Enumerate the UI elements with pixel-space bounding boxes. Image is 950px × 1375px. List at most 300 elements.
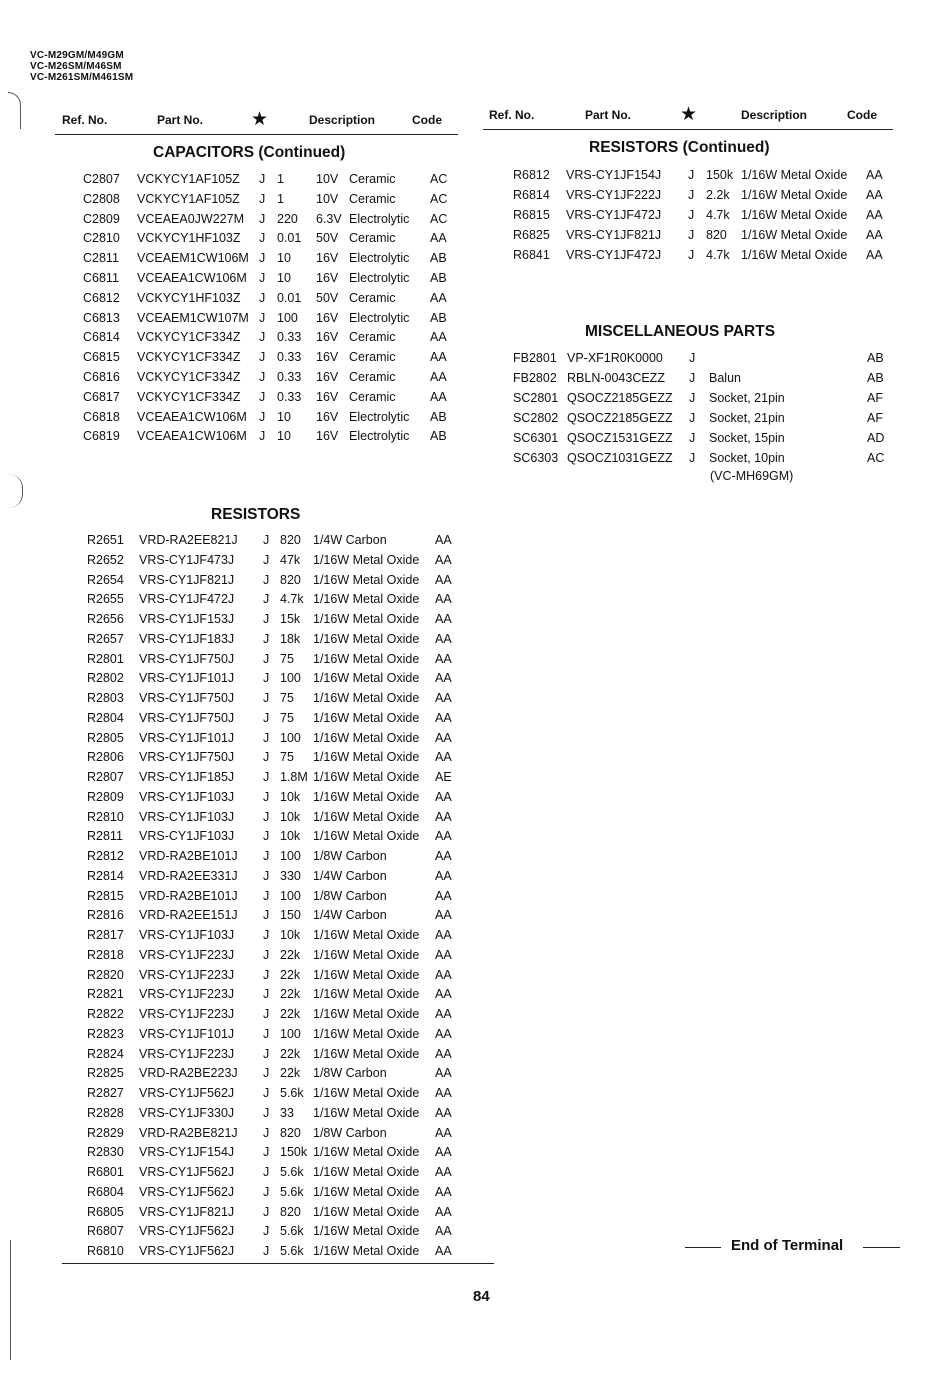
- j-flag: J: [263, 908, 270, 923]
- j-flag: J: [263, 1204, 270, 1219]
- ref-no: R2816: [87, 908, 124, 923]
- end-of-terminal-text: End of Terminal: [731, 1237, 844, 1254]
- price-code: AB: [867, 370, 884, 385]
- description: 1/16W Metal Oxide: [313, 829, 420, 844]
- price-code: AA: [435, 572, 452, 587]
- value: 330: [280, 868, 301, 883]
- value: 47k: [280, 552, 301, 567]
- part-no-header: Part No.: [157, 113, 204, 127]
- value: 22k: [280, 947, 301, 962]
- part-no: VCKYCY1HF103Z: [137, 290, 241, 305]
- price-code: AA: [435, 651, 452, 666]
- value: 4.7k: [706, 207, 730, 222]
- ref-no: R6810: [87, 1244, 124, 1258]
- description: Electrolytic: [349, 429, 410, 444]
- description: Electrolytic: [349, 271, 410, 285]
- price-code: AA: [435, 1224, 452, 1239]
- part-no: VCEAEA1CW106M: [137, 429, 247, 444]
- ref-no: R2654: [87, 572, 124, 587]
- voltage-rating: 10V: [316, 172, 339, 186]
- voltage-rating: 16V: [316, 409, 339, 424]
- part-no: VRS-CY1JF562J: [139, 1244, 235, 1258]
- j-flag: J: [689, 410, 696, 425]
- voltage-rating: 16V: [316, 310, 339, 325]
- ref-no: C2811: [83, 251, 119, 266]
- price-code: AA: [435, 1007, 452, 1021]
- resistors-title: RESISTORS: [211, 506, 301, 523]
- price-code: AA: [435, 908, 452, 923]
- part-no: VRS-CY1JF101J: [139, 1026, 235, 1041]
- description: 1/4W Carbon: [313, 908, 387, 923]
- part-no: VRS-CY1JF562J: [139, 1184, 235, 1199]
- part-no: VRS-CY1JF154J: [566, 168, 662, 182]
- part-no: VRS-CY1JF183J: [139, 631, 235, 646]
- part-no: VRS-CY1JF103J: [139, 789, 235, 804]
- description: 1/16W Metal Oxide: [313, 1046, 420, 1061]
- j-flag: J: [263, 868, 270, 883]
- model-list: [30, 50, 133, 83]
- ref-no: R6841: [513, 247, 550, 262]
- part-no: VRS-CY1JF472J: [566, 207, 662, 222]
- model-line: VC-M26SM/M46SM: [30, 61, 122, 72]
- model-line: VC-M261SM/M461SM: [30, 72, 134, 83]
- price-code: AA: [435, 888, 452, 903]
- j-flag: J: [263, 671, 270, 686]
- price-code: AA: [435, 868, 452, 883]
- ref-no: R6804: [87, 1184, 124, 1199]
- j-flag: J: [259, 429, 266, 444]
- j-flag: J: [263, 1066, 270, 1081]
- part-no: VCKYCY1HF103Z: [137, 231, 241, 246]
- value: 22k: [280, 967, 301, 982]
- j-flag: J: [263, 1007, 270, 1021]
- ref-no: R6815: [513, 207, 550, 222]
- description: Electrolytic: [349, 251, 410, 266]
- value: 22k: [280, 987, 301, 1002]
- ref-no: R2811: [87, 829, 123, 844]
- price-code: AA: [435, 1066, 452, 1081]
- price-code: AA: [435, 849, 452, 863]
- description: 1/16W Metal Oxide: [313, 1165, 420, 1179]
- value: 75: [280, 750, 294, 765]
- j-flag: J: [263, 1145, 270, 1160]
- part-no: QSOCZ1031GEZZ: [567, 450, 673, 465]
- price-code: AB: [430, 310, 447, 325]
- j-flag: J: [259, 409, 266, 424]
- part-no: VCKYCY1AF105Z: [137, 172, 240, 186]
- price-code: AA: [435, 1026, 452, 1041]
- description: 1/16W Metal Oxide: [313, 572, 420, 587]
- description: Ceramic: [349, 370, 396, 384]
- price-code: AB: [430, 251, 447, 266]
- ref-no: C6816: [83, 370, 120, 384]
- description: 1/8W Carbon: [313, 849, 387, 863]
- ref-no: R2809: [87, 789, 124, 804]
- j-flag: J: [263, 789, 270, 804]
- ref-no: C6819: [83, 429, 120, 444]
- price-code: AA: [435, 710, 452, 725]
- ref-no: R2805: [87, 730, 124, 745]
- ref-no: C6811: [83, 271, 119, 285]
- description: Socket, 21pin: [709, 410, 785, 425]
- part-no: VRS-CY1JF223J: [139, 1007, 235, 1021]
- description: Socket, 15pin: [709, 430, 785, 445]
- j-flag: J: [263, 533, 270, 547]
- description: 1/16W Metal Oxide: [313, 1145, 420, 1160]
- end-of-terminal-marker: [685, 1237, 900, 1257]
- j-flag: J: [263, 1165, 270, 1179]
- j-flag: J: [263, 631, 270, 646]
- part-no: VRS-CY1JF223J: [139, 1046, 235, 1061]
- part-no: VRS-CY1JF750J: [139, 710, 235, 725]
- part-no: VRS-CY1JF103J: [139, 809, 235, 824]
- price-code: AB: [430, 409, 447, 424]
- ref-no: C2810: [83, 231, 120, 246]
- part-no-header: Part No.: [585, 108, 632, 122]
- j-flag: J: [263, 987, 270, 1002]
- ref-no: R2830: [87, 1145, 124, 1160]
- ref-no: R2827: [87, 1086, 124, 1100]
- j-flag: J: [259, 350, 266, 365]
- j-flag: J: [263, 1026, 270, 1041]
- ref-no: R2822: [87, 1007, 124, 1021]
- value: 100: [280, 671, 301, 686]
- description: Ceramic: [349, 231, 396, 246]
- description: 1/16W Metal Oxide: [313, 789, 420, 804]
- ref-no: SC6301: [513, 430, 559, 445]
- part-no: VRS-CY1JF153J: [139, 612, 235, 626]
- price-code: AA: [435, 1145, 452, 1160]
- price-code: AA: [435, 967, 452, 982]
- voltage-rating: 16V: [316, 370, 339, 384]
- j-flag: J: [263, 1224, 270, 1239]
- ref-no: FB2802: [513, 370, 557, 385]
- ref-no: R2651: [87, 533, 124, 547]
- ref-no: R2828: [87, 1105, 124, 1120]
- value: 10k: [280, 829, 301, 844]
- code-header: Code: [412, 113, 442, 127]
- ref-no: R2817: [87, 928, 124, 942]
- part-no: QSOCZ1531GEZZ: [567, 430, 673, 445]
- part-no: VRS-CY1JF750J: [139, 691, 235, 705]
- scan-mark: [8, 474, 23, 508]
- part-no: VRS-CY1JF223J: [139, 987, 235, 1002]
- page-number: 84: [473, 1288, 490, 1305]
- resistors-continued-title: RESISTORS (Continued): [589, 139, 770, 156]
- description: 1/16W Metal Oxide: [313, 592, 420, 607]
- model-line: VC-M29GM/M49GM: [30, 50, 124, 61]
- price-code: AF: [867, 390, 883, 405]
- value: 820: [280, 1204, 301, 1219]
- voltage-rating: 16V: [316, 330, 339, 345]
- star-icon: ★: [680, 104, 698, 125]
- value: 5.6k: [280, 1165, 304, 1179]
- description: 1/16W Metal Oxide: [313, 1086, 420, 1100]
- value: 5.6k: [280, 1086, 304, 1100]
- ref-no: R6825: [513, 227, 550, 242]
- j-flag: J: [263, 1086, 270, 1100]
- description: 1/16W Metal Oxide: [313, 947, 420, 962]
- part-no: VRD-RA2BE821J: [139, 1125, 238, 1140]
- j-flag: J: [259, 290, 266, 305]
- part-no: VRS-CY1JF223J: [139, 947, 235, 962]
- description: Ceramic: [349, 330, 396, 345]
- ref-no: R6807: [87, 1224, 124, 1239]
- price-code: AA: [430, 290, 447, 305]
- part-no: VCKYCY1CF334Z: [137, 350, 241, 365]
- ref-no: R2655: [87, 592, 124, 607]
- description: 1/16W Metal Oxide: [313, 651, 420, 666]
- part-no: VRD-RA2BE223J: [139, 1066, 238, 1081]
- description: 1/16W Metal Oxide: [313, 928, 420, 942]
- value: 1.8M: [280, 770, 308, 784]
- part-no: VRS-CY1JF821J: [566, 227, 662, 242]
- price-code: AA: [430, 330, 447, 345]
- j-flag: J: [263, 1046, 270, 1061]
- value: 10: [277, 251, 291, 266]
- part-no: VRS-CY1JF103J: [139, 928, 235, 942]
- part-no: VRS-CY1JF473J: [139, 552, 235, 567]
- description: 1/16W Metal Oxide: [313, 710, 420, 725]
- description: 1/16W Metal Oxide: [741, 227, 848, 242]
- description: 1/16W Metal Oxide: [313, 809, 420, 824]
- ref-no: R2802: [87, 671, 124, 686]
- value: 10k: [280, 809, 301, 824]
- value: 75: [280, 651, 294, 666]
- j-flag: J: [263, 691, 270, 705]
- price-code: AA: [435, 829, 452, 844]
- ref-no: SC6303: [513, 450, 559, 465]
- description: 1/16W Metal Oxide: [313, 552, 420, 567]
- price-code: AA: [435, 928, 452, 942]
- j-flag: J: [259, 370, 266, 384]
- voltage-rating: 16V: [316, 350, 339, 365]
- j-flag: J: [263, 552, 270, 567]
- value: 150k: [280, 1145, 308, 1160]
- end-dash-left: [685, 1247, 721, 1248]
- value: 100: [277, 310, 298, 325]
- value: 820: [280, 533, 301, 547]
- j-flag: J: [263, 1125, 270, 1140]
- j-flag: J: [259, 231, 266, 246]
- ref-no: R2810: [87, 809, 124, 824]
- value: 820: [280, 1125, 301, 1140]
- description: Electrolytic: [349, 310, 410, 325]
- ref-no: SC2801: [513, 390, 559, 405]
- part-no: VRS-CY1JF103J: [139, 829, 235, 844]
- voltage-rating: 10V: [316, 191, 339, 206]
- part-no: VCEAEA0JW227M: [137, 211, 244, 226]
- ref-no: R2804: [87, 710, 124, 725]
- j-flag: J: [259, 211, 266, 226]
- j-flag: J: [263, 730, 270, 745]
- j-flag: J: [263, 1184, 270, 1199]
- ref-no: R2815: [87, 888, 124, 903]
- price-code: AA: [435, 1046, 452, 1061]
- value: 820: [280, 572, 301, 587]
- value: 33: [280, 1105, 294, 1120]
- description: 1/16W Metal Oxide: [313, 1026, 420, 1041]
- right-header-rule: [483, 129, 893, 130]
- ref-no: R2820: [87, 967, 124, 982]
- part-no: VRD-RA2BE101J: [139, 888, 238, 903]
- j-flag: J: [688, 247, 695, 262]
- value: 75: [280, 691, 294, 705]
- price-code: AA: [435, 809, 452, 824]
- value: 0.33: [277, 389, 302, 404]
- value: 150k: [706, 168, 734, 182]
- value: 10: [277, 429, 291, 444]
- description: 1/16W Metal Oxide: [741, 187, 848, 202]
- part-no: VCEAEM1CW106M: [137, 251, 249, 266]
- ref-no: R2821: [87, 987, 124, 1002]
- description: 1/8W Carbon: [313, 1125, 387, 1140]
- j-flag: J: [689, 430, 696, 445]
- part-no: VP-XF1R0K0000: [567, 351, 663, 365]
- ref-no: R6814: [513, 187, 550, 202]
- value: 22k: [280, 1007, 301, 1021]
- ref-no: R2803: [87, 691, 124, 705]
- description: Ceramic: [349, 191, 396, 206]
- description: 1/16W Metal Oxide: [313, 1204, 420, 1219]
- j-flag: J: [263, 750, 270, 765]
- price-code: AA: [430, 370, 447, 384]
- price-code: AC: [867, 450, 885, 465]
- j-flag: J: [259, 271, 266, 285]
- j-flag: J: [263, 1105, 270, 1120]
- ref-no: R2656: [87, 612, 124, 626]
- value: 0.01: [277, 290, 302, 305]
- ref-no: R2823: [87, 1026, 124, 1041]
- value: 820: [706, 227, 727, 242]
- description: 1/8W Carbon: [313, 1066, 387, 1081]
- part-no: VCEAEA1CW106M: [137, 409, 247, 424]
- part-no: VRS-CY1JF562J: [139, 1224, 235, 1239]
- value: 100: [280, 1026, 301, 1041]
- price-code: AA: [430, 231, 447, 246]
- price-code: AF: [867, 410, 883, 425]
- value: 100: [280, 888, 301, 903]
- part-no: VRS-CY1JF101J: [139, 730, 235, 745]
- value: 150: [280, 908, 301, 923]
- value: 0.33: [277, 330, 302, 345]
- price-code: AA: [866, 247, 883, 262]
- j-flag: J: [263, 967, 270, 982]
- value: 4.7k: [706, 247, 730, 262]
- star-icon: ★: [251, 109, 269, 130]
- j-flag: J: [259, 172, 266, 186]
- left-column-header: [62, 109, 458, 133]
- description: 1/16W Metal Oxide: [313, 730, 420, 745]
- value: 0.01: [277, 231, 302, 246]
- ref-no: R2652: [87, 552, 124, 567]
- description: 1/16W Metal Oxide: [313, 1184, 420, 1199]
- j-flag: J: [689, 390, 696, 405]
- end-dash-right: [863, 1247, 900, 1248]
- voltage-rating: 50V: [316, 290, 339, 305]
- j-flag: J: [688, 168, 695, 182]
- value: 100: [280, 730, 301, 745]
- price-code: AA: [866, 168, 883, 182]
- j-flag: J: [263, 612, 270, 626]
- description: Socket, 10pin: [709, 450, 785, 465]
- description: Ceramic: [349, 172, 396, 186]
- value: 5.6k: [280, 1184, 304, 1199]
- misc-parts-title: MISCELLANEOUS PARTS: [585, 323, 776, 340]
- voltage-rating: 16V: [316, 271, 339, 285]
- price-code: AB: [867, 351, 884, 365]
- value: 18k: [280, 631, 301, 646]
- misc-note: (VC-MH69GM): [710, 469, 794, 483]
- j-flag: J: [263, 809, 270, 824]
- part-no: VRS-CY1JF330J: [139, 1105, 235, 1120]
- description: 1/16W Metal Oxide: [313, 1244, 420, 1258]
- j-flag: J: [688, 227, 695, 242]
- j-flag: J: [259, 310, 266, 325]
- part-no: QSOCZ2185GEZZ: [567, 410, 673, 425]
- price-code: AA: [435, 1165, 452, 1179]
- value: 5.6k: [280, 1224, 304, 1239]
- description: 1/8W Carbon: [313, 888, 387, 903]
- ref-no: R2818: [87, 947, 124, 962]
- description: 1/16W Metal Oxide: [313, 770, 420, 784]
- description: 1/4W Carbon: [313, 533, 387, 547]
- price-code: AA: [435, 750, 452, 765]
- part-no: VRS-CY1JF154J: [139, 1145, 235, 1160]
- part-no: VRS-CY1JF472J: [566, 247, 662, 262]
- price-code: AA: [435, 1204, 452, 1219]
- description: 1/16W Metal Oxide: [313, 1224, 420, 1239]
- ref-no: R2825: [87, 1066, 124, 1081]
- value: 220: [277, 211, 298, 226]
- price-code: AE: [435, 770, 452, 784]
- ref-no: R2807: [87, 770, 124, 784]
- description: 1/16W Metal Oxide: [313, 987, 420, 1002]
- j-flag: J: [263, 1244, 270, 1258]
- price-code: AA: [435, 533, 452, 547]
- ref-no-header: Ref. No.: [489, 108, 535, 122]
- description-header: Description: [309, 113, 376, 127]
- j-flag: J: [263, 947, 270, 962]
- ref-no: C2809: [83, 211, 120, 226]
- j-flag: J: [259, 389, 266, 404]
- description: 1/16W Metal Oxide: [313, 967, 420, 982]
- price-code: AD: [867, 430, 885, 445]
- price-code: AA: [866, 227, 883, 242]
- value: 10: [277, 409, 291, 424]
- part-no: VRS-CY1JF750J: [139, 750, 235, 765]
- j-flag: J: [263, 592, 270, 607]
- j-flag: J: [263, 710, 270, 725]
- description: 1/16W Metal Oxide: [313, 612, 420, 626]
- description: Electrolytic: [349, 409, 410, 424]
- price-code: AA: [435, 612, 452, 626]
- part-no: VCEAEM1CW107M: [137, 310, 249, 325]
- description: 1/16W Metal Oxide: [313, 1105, 420, 1120]
- part-no: VCEAEA1CW106M: [137, 271, 247, 285]
- part-no: VRS-CY1JF101J: [139, 671, 235, 686]
- voltage-rating: 16V: [316, 251, 339, 266]
- ref-no: SC2802: [513, 410, 559, 425]
- value: 0.33: [277, 370, 302, 384]
- left-header-rule: [55, 134, 458, 135]
- value: 75: [280, 710, 294, 725]
- j-flag: J: [259, 330, 266, 345]
- j-flag: J: [263, 829, 270, 844]
- ref-no: C2808: [83, 191, 120, 206]
- part-no: VRS-CY1JF821J: [139, 1204, 235, 1219]
- j-flag: J: [259, 251, 266, 266]
